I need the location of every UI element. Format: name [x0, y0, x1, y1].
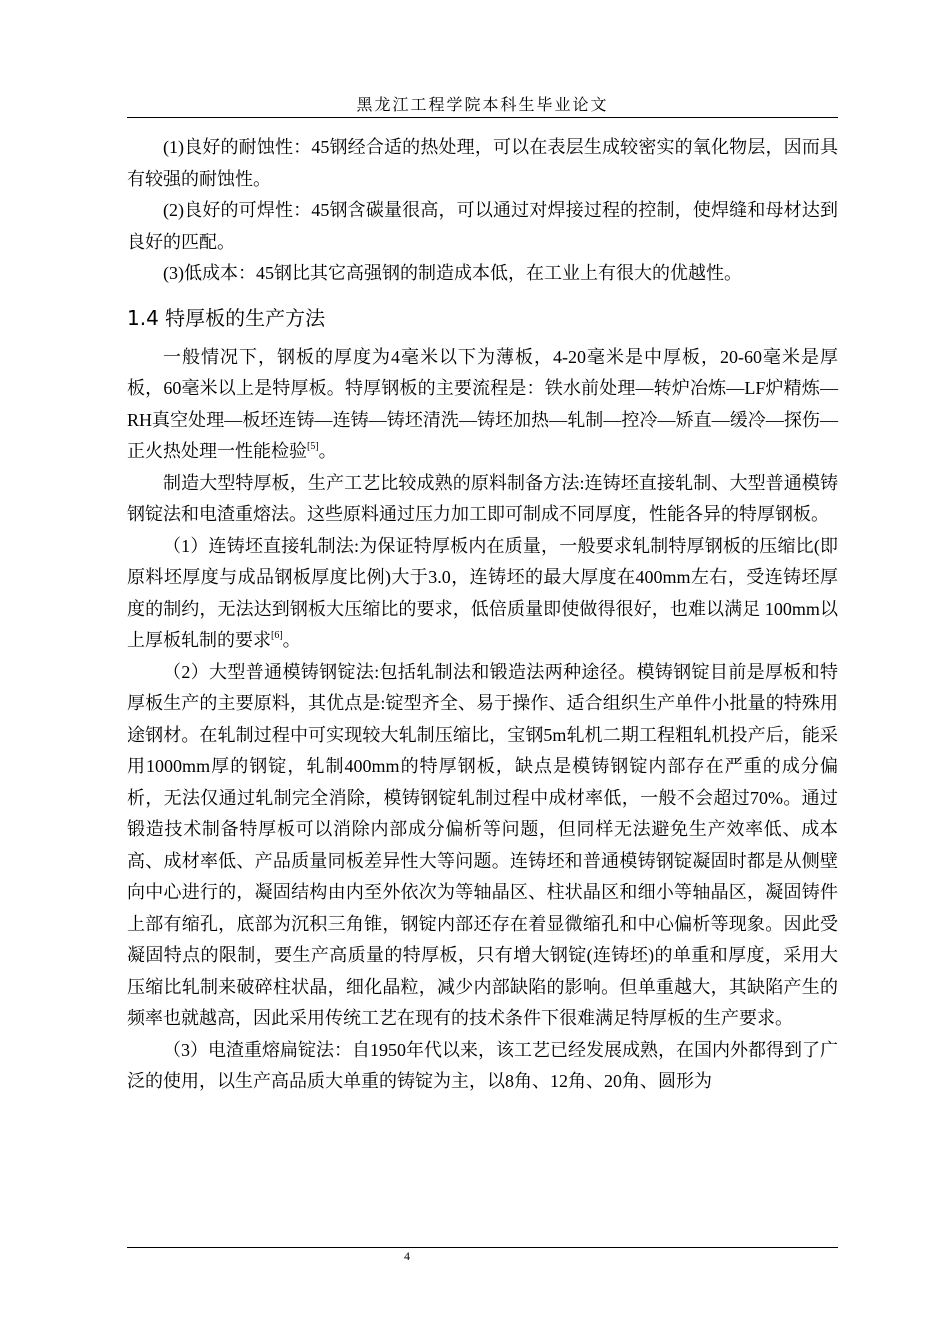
footer-divider	[127, 1247, 838, 1248]
paragraph-plate-classification	[127, 342, 838, 468]
paragraph-text: 一般情况下，钢板的厚度为4毫米以下为薄板，4-20毫米是中厚板，20-60毫米是厚板，60毫米以上是特厚板。特厚钢板的主要流程是：铁水前处理—转炉冶炼—LF炉精炼—RH真空处理—板坯连铸—连铸—铸坯清洗—铸坯加热—轧制—控冷—矫直—缓冷—探伤—正火热处理一性能检验	[127, 346, 838, 461]
citation-ref: [5]	[307, 441, 319, 452]
paragraph-corrosion-resistance: (1)良好的耐蚀性：45钢经合适的热处理，可以在表层生成较密实的氧化物层，因而具有较强的耐蚀性。	[127, 137, 838, 189]
paragraph-end: 。	[282, 630, 301, 650]
paragraph-raw-material-methods: 制造大型特厚板，生产工艺比较成熟的原料制备方法:连铸坯直接轧制、大型普通模铸钢锭法和电渣重熔法。这些原料通过压力加工即可制成不同厚度，性能各异的特厚钢板。	[127, 472, 838, 524]
page-number: 4	[404, 1249, 410, 1263]
paragraph-electroslag-remelting: （3）电渣重熔扁锭法：自1950年代以来，该工艺已经发展成熟，在国内外都得到了广泛的使用，以生产高品质大单重的铸锭为主，以8角、12角、20角、圆形为	[127, 1039, 838, 1091]
paragraph-end: 。	[318, 441, 337, 461]
paragraph-text: （1）连铸坯直接轧制法:为保证特厚板内在质量，一般要求轧制特厚钢板的压缩比(即原料坯厚度与成品钢板厚度比例)大于3.0，连铸坯的最大厚度在400mm左右，受连铸坯厚度的制约，无法达到钢板大压缩比的要求，低倍质量即使做得很好，也难以满足 100mm以上厚板轧制的要求	[127, 535, 838, 650]
paragraph-ingot-method: （2）大型普通模铸钢锭法:包括轧制法和锻造法两种途径。模铸钢锭目前是厚板和特厚板生产的主要原料，其优点是:锭型齐全、易于操作、适合组织生产单件小批量的特殊用途钢材。在轧制过程中可实现较大轧制压缩比，宝钢5m轧机二期工程粗轧机投产后，能采用1000mm厚的钢锭，轧制400mm的特厚钢板，缺点是模铸钢锭内部存在严重的成分偏析，无法仅通过轧制完全消除，模铸钢锭轧制过程中成材率低，一般不会超过70%。通过锻造技术制备特厚板可以消除内部成分偏析等问题，但同样无法避免生产效率低、成本高、成材率低、产品质量同板差异性大等问题。连铸坯和普通模铸钢锭凝固时都是从侧壁向中心进行的，凝固结构由内至外依次为等轴晶区、柱状晶区和细小等轴晶区，凝固铸件上部有缩孔，底部为沉积三角锥，钢锭内部还存在着显微缩孔和中心偏析等现象。因此受凝固特点的限制，要生产高质量的特厚板，只有增大钢锭(连铸坯)的单重和厚度，采用大压缩比轧制来破碎柱状晶，细化晶粒，减少内部缺陷的影响。但单重越大，其缺陷产生的频率也就越高，因此采用传统工艺在现有的技术条件下很难满足特厚板的生产要求。	[127, 661, 838, 1028]
header-divider	[127, 117, 838, 118]
paragraph-weldability: (2)良好的可焊性：45钢含碳量很高，可以通过对焊接过程的控制，使焊缝和母材达到良好的匹配。	[127, 200, 838, 252]
running-header: 黑龙江工程学院本科生毕业论文	[356, 97, 609, 114]
paragraph-continuous-casting	[127, 531, 838, 657]
citation-ref: [6]	[271, 630, 283, 641]
section-heading: 1.4 特厚板的生产方法	[127, 305, 326, 330]
paragraph-low-cost: (3)低成本：45钢比其它高强钢的制造成本低，在工业上有很大的优越性。	[163, 263, 742, 283]
page-body	[127, 132, 838, 1098]
